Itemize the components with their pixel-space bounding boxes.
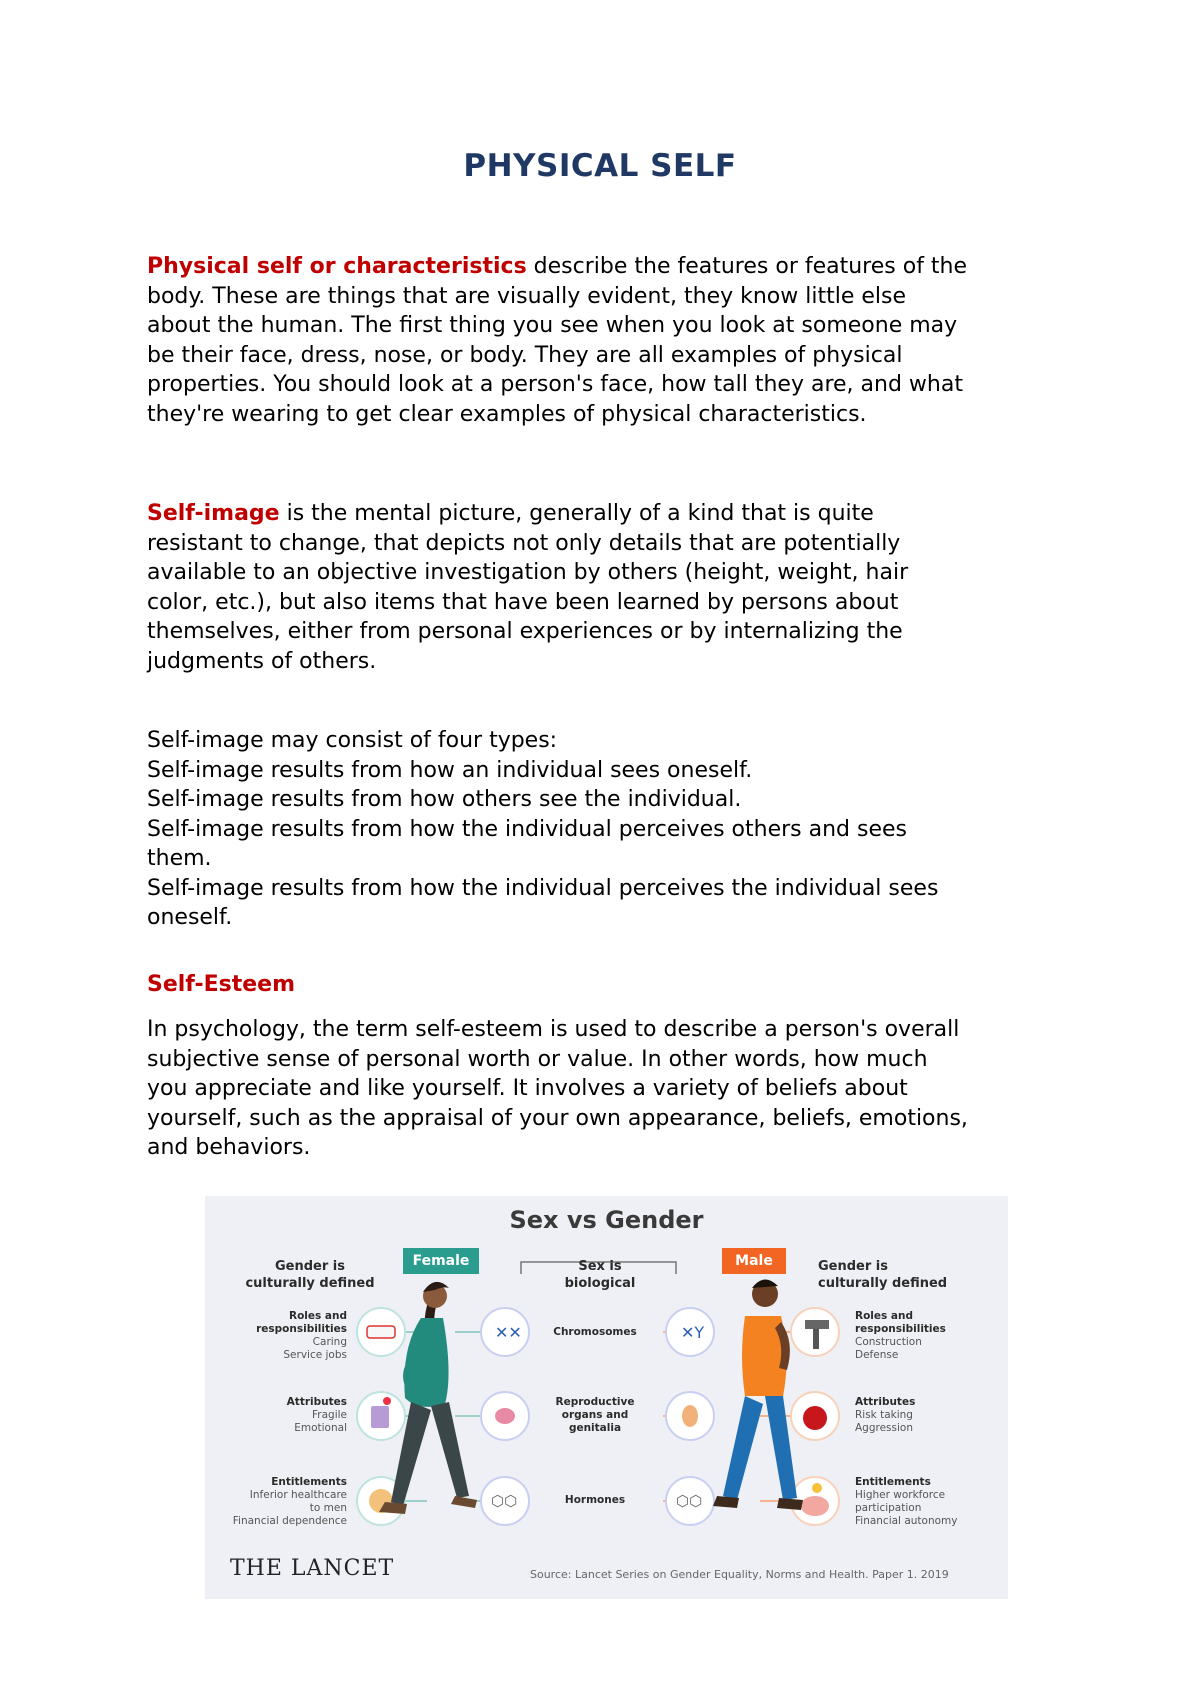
svg-text:⬡⬡: ⬡⬡ — [676, 1492, 703, 1510]
item-bold: Attributes — [286, 1396, 347, 1408]
reproductive-organs-label — [540, 1396, 650, 1435]
item-bold: Chromosomes — [553, 1326, 637, 1338]
sex-vs-gender-infographic — [205, 1196, 1008, 1599]
heading-line: Sex is — [578, 1259, 622, 1274]
self-esteem-paragraph — [147, 1015, 1063, 1163]
self-image-types-list — [147, 726, 1063, 933]
female-attributes-item — [215, 1396, 347, 1435]
self-image-term: Self-image — [147, 501, 280, 526]
item-text: Financial dependence — [232, 1515, 347, 1527]
item-text: Emotional — [294, 1422, 347, 1434]
item-text: Inferior healthcare — [249, 1489, 347, 1501]
item-text: Fragile — [312, 1409, 347, 1421]
paragraph-line: subjective sense of personal worth or value. In other words, how much — [147, 1046, 928, 1072]
chromosomes-label — [540, 1326, 650, 1339]
line-text: is the mental picture, generally of a kind that is quite — [279, 501, 874, 526]
lancet-logo: THE LANCET — [230, 1556, 395, 1581]
item-text: participation — [855, 1502, 922, 1514]
center-sex-heading — [540, 1258, 660, 1292]
left-gender-heading — [245, 1258, 375, 1292]
paragraph-line: available to an objective investigation by others (height, weight, hair — [147, 560, 909, 585]
paragraph-line: resistant to change, that depicts not only details that are potentially — [147, 530, 901, 556]
svg-text:✕Y: ✕Y — [681, 1323, 705, 1342]
paragraph-line: be their face, dress, nose, or body. They are all examples of physical — [147, 342, 903, 368]
item-text: Caring — [312, 1336, 347, 1348]
female-roles-item — [215, 1310, 347, 1362]
list-item: Self-image results from how an individual sees oneself. — [147, 757, 753, 783]
item-text: Risk taking — [855, 1409, 913, 1421]
paragraph-line: color, etc.), but also items that have been learned by persons about — [147, 589, 899, 615]
item-bold: Roles and — [855, 1310, 914, 1322]
item-bold: Attributes — [855, 1396, 916, 1408]
male-roles-item — [855, 1310, 995, 1362]
paragraph-line: and behaviors. — [147, 1135, 311, 1160]
item-text: Financial autonomy — [855, 1515, 958, 1527]
svg-text:✕✕: ✕✕ — [495, 1323, 522, 1342]
male-entitlements-item — [855, 1476, 995, 1528]
right-gender-heading — [818, 1258, 968, 1292]
item-bold: organs and — [561, 1409, 629, 1421]
female-entitlements-item — [215, 1476, 347, 1528]
page-title: PHYSICAL SELF — [463, 148, 737, 184]
source-caption: Source: Lancet Series on Gender Equality, Norms and Health. Paper 1. 2019 — [530, 1568, 949, 1581]
list-item: them. — [147, 846, 212, 871]
item-text: Service jobs — [283, 1349, 347, 1361]
item-bold: Entitlements — [855, 1476, 931, 1488]
item-bold: genitalia — [568, 1422, 622, 1434]
item-bold: responsibilities — [256, 1323, 347, 1335]
item-text: Defense — [855, 1349, 899, 1361]
item-bold: Entitlements — [271, 1476, 347, 1488]
heading-line: biological — [564, 1276, 636, 1291]
paragraph-line — [147, 499, 1063, 529]
heading-line: culturally defined — [245, 1276, 375, 1291]
item-text: Construction — [855, 1336, 922, 1348]
svg-text:⬡⬡: ⬡⬡ — [491, 1492, 518, 1510]
paragraph-line: yourself, such as the appraisal of your own appearance, beliefs, emotions, — [147, 1105, 968, 1131]
heading-line: Gender is — [818, 1259, 888, 1274]
physical-self-term: Physical self or characteristics — [147, 254, 527, 279]
paragraph-line: themselves, either from personal experiences or by internalizing the — [147, 619, 903, 644]
paragraph-line: In psychology, the term self-esteem is used to describe a person's overall — [147, 1017, 960, 1042]
list-item: Self-image results from how others see the individual. — [147, 787, 742, 812]
list-item: Self-image results from how the individual perceives the individual sees — [147, 875, 939, 901]
item-text: to men — [309, 1502, 347, 1514]
item-bold: Reproductive — [555, 1396, 635, 1408]
male-attributes-item — [855, 1396, 995, 1435]
heading-line: culturally defined — [818, 1276, 948, 1291]
male-figure-icon — [713, 1279, 803, 1510]
item-text: Aggression — [855, 1422, 913, 1434]
male-badge: Male — [722, 1248, 786, 1274]
hormones-label — [540, 1494, 650, 1507]
paragraph-line: body. These are things that are visually evident, they know little else — [147, 283, 907, 309]
item-bold: Hormones — [564, 1494, 626, 1506]
line-text: describe the features or features of the — [526, 254, 968, 279]
paragraph-line: they're wearing to get clear examples of physical characteristics. — [147, 401, 867, 427]
infographic-title: Sex vs Gender — [509, 1206, 704, 1234]
paragraph-line: you appreciate and like yourself. It involves a variety of beliefs about — [147, 1076, 908, 1101]
paragraph-line: properties. You should look at a person's face, how tall they are, and what — [147, 372, 963, 397]
self-esteem-heading: Self-Esteem — [147, 972, 296, 997]
physical-self-paragraph — [147, 252, 1063, 429]
list-item: Self-image results from how the individual perceives others and sees — [147, 816, 907, 842]
paragraph-line: about the human. The first thing you see when you look at someone may — [147, 313, 958, 338]
self-image-paragraph — [147, 499, 1063, 676]
item-text: Higher workforce — [855, 1489, 946, 1501]
heading-line: Gender is — [275, 1259, 345, 1274]
item-bold: Roles and — [288, 1310, 347, 1322]
list-intro: Self-image may consist of four types: — [147, 728, 558, 753]
female-badge: Female — [403, 1248, 479, 1274]
item-bold: responsibilities — [855, 1323, 946, 1335]
list-item: oneself. — [147, 905, 233, 930]
paragraph-line — [147, 252, 1063, 282]
paragraph-line: judgments of others. — [147, 648, 377, 674]
